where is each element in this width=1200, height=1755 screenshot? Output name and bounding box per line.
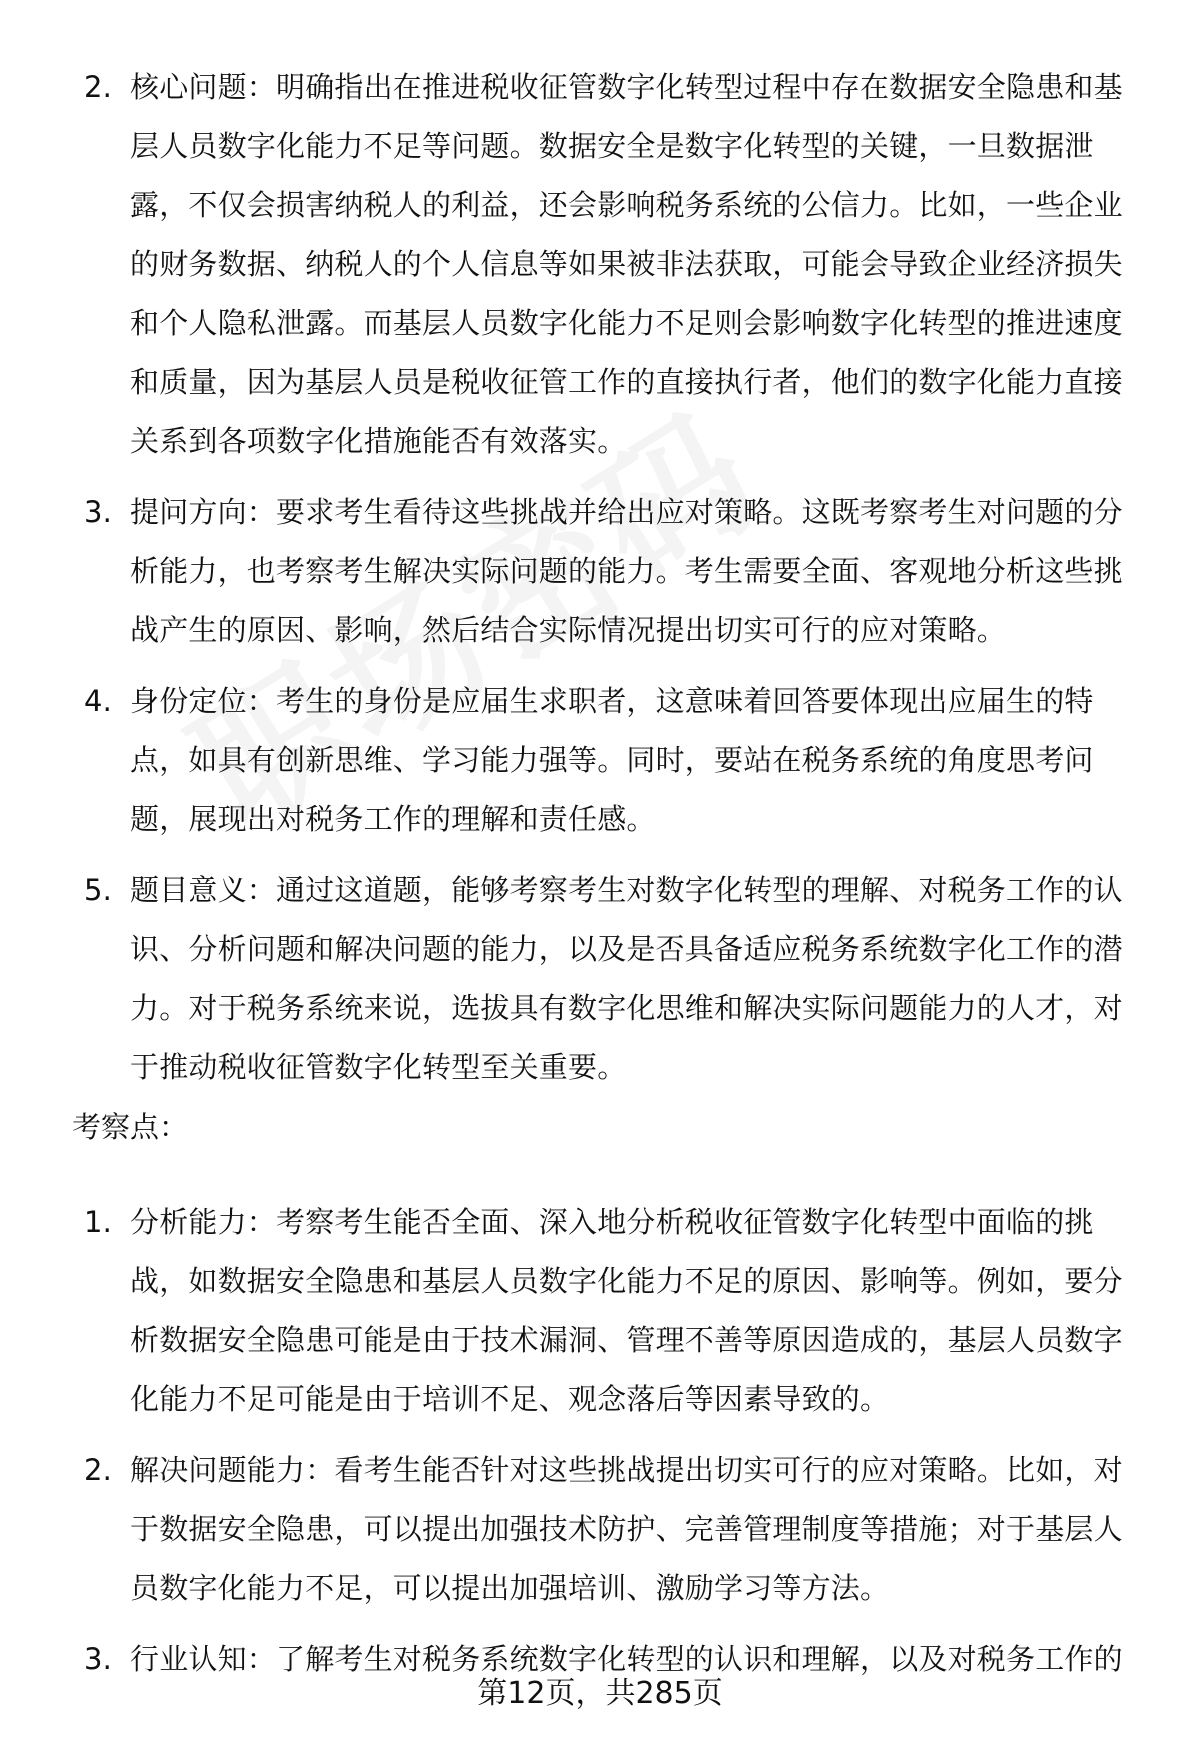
list-item-number: 3. xyxy=(84,495,113,529)
analysis-list xyxy=(0,58,1200,1109)
list-item xyxy=(0,1441,1200,1618)
list-item-number: 1. xyxy=(84,1205,113,1239)
list-item-number: 3. xyxy=(84,1642,113,1676)
assessment-points-list xyxy=(0,1193,1200,1701)
section-heading: 考察点： xyxy=(72,1110,189,1144)
list-item-text: 核心问题：明确指出在推进税收征管数字化转型过程中存在数据安全隐患和基层人员数字化能力不足等问题。数据安全是数字化转型的关键，一旦数据泄露，不仅会损害纳税人的利益，还会影响税务系统的公信力。比如，一些企业的财务数据、纳税人的个人信息等如果被非法获取，可能会导致企业经济损失和个人隐私泄露。而基层人员数字化能力不足则会影响数字化转型的推进速度和质量，因为基层人员是税收征管工作的直接执行者，他们的数字化能力直接关系到各项数字化措施能否有效落实。 xyxy=(130,70,1123,458)
list-item-number: 2. xyxy=(84,1453,113,1487)
list-item-text: 解决问题能力：看考生能否针对这些挑战提出切实可行的应对策略。比如，对于数据安全隐患，可以提出加强技术防护、完善管理制度等措施；对于基层人员数字化能力不足，可以提出加强培训、激励学习等方法。 xyxy=(130,1453,1123,1605)
list-item xyxy=(0,483,1200,660)
list-item-text: 身份定位：考生的身份是应届生求职者，这意味着回答要体现出应届生的特点，如具有创新思维、学习能力强等。同时，要站在税务系统的角度思考问题，展现出对税务工作的理解和责任感。 xyxy=(130,684,1094,836)
list-item xyxy=(0,1193,1200,1429)
list-item xyxy=(0,58,1200,471)
list-item xyxy=(0,861,1200,1097)
list-item-text: 提问方向：要求考生看待这些挑战并给出应对策略。这既考察考生对问题的分析能力，也考察考生解决实际问题的能力。考生需要全面、客观地分析这些挑战产生的原因、影响，然后结合实际情况提出切实可行的应对策略。 xyxy=(130,495,1123,647)
list-item-number: 2. xyxy=(84,70,113,104)
list-item xyxy=(0,672,1200,849)
list-item-number: 5. xyxy=(84,873,113,907)
list-item-text: 分析能力：考察考生能否全面、深入地分析税收征管数字化转型中面临的挑战，如数据安全隐患和基层人员数字化能力不足的原因、影响等。例如，要分析数据安全隐患可能是由于技术漏洞、管理不善等原因造成的，基层人员数字化能力不足可能是由于培训不足、观念落后等因素导致的。 xyxy=(130,1205,1123,1416)
list-item-number: 4. xyxy=(84,684,113,718)
list-item-text: 行业认知：了解考生对税务系统数字化转型的认识和理解，以及对税务工作的 xyxy=(130,1642,1123,1676)
list-item-text: 题目意义：通过这道题，能够考察考生对数字化转型的理解、对税务工作的认识、分析问题和解决问题的能力，以及是否具备适应税务系统数字化工作的潜力。对于税务系统来说，选拔具有数字化思维和解决实际问题能力的人才，对于推动税收征管数字化转型至关重要。 xyxy=(130,873,1123,1084)
page-number-footer: 第12页，共285页 xyxy=(477,1676,723,1711)
